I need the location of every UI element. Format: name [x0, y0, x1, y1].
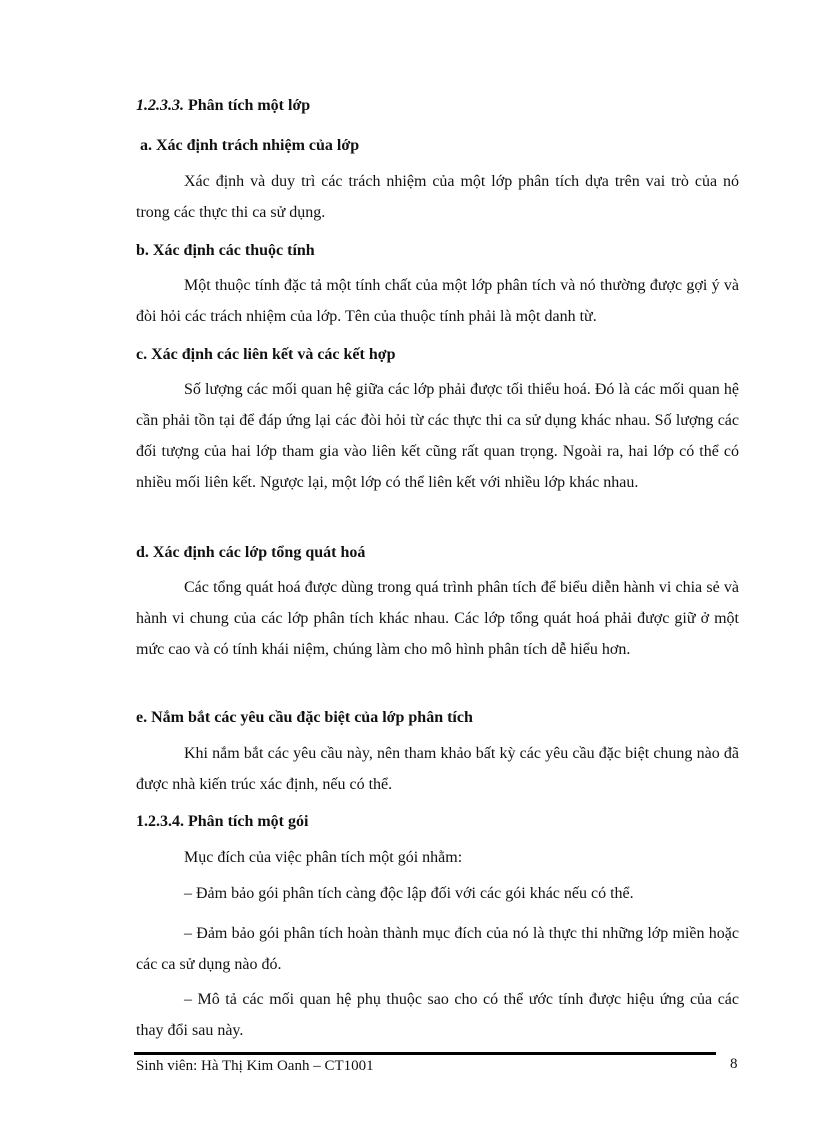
section-number: 1.2.3.3. — [136, 97, 184, 114]
list-item-1: – Đảm bảo gói phân tích càng độc lập đối với các gói khác nếu có thể. — [184, 885, 634, 902]
paragraph-a: Xác định và duy trì các trách nhiệm của một lớp phân tích dựa trên vai trò của nó trong các thực thi ca sử dụng. — [136, 173, 739, 221]
subheading-d: d. Xác định các lớp tổng quát hoá — [136, 544, 366, 561]
section-heading-1-2-3-4: 1.2.3.4. Phân tích một gói — [136, 813, 309, 830]
paragraph-d: Các tổng quát hoá được dùng trong quá trình phân tích để biểu diễn hành vi chia sẻ và hành vi chung của các lớp phân tích khác nhau. Các lớp tổng quát hoá phải được giữ ở một mức cao và có tính khái niệm, chúng làm cho mô hình phân tích dễ hiểu hơn. — [136, 579, 739, 658]
subheading-c: c. Xác định các liên kết và các kết hợp — [136, 346, 396, 363]
paragraph-c: Số lượng các mối quan hệ giữa các lớp phải được tối thiểu hoá. Đó là các mối quan hệ cần phải tồn tại để đáp ứng lại các đòi hỏi từ các thực thi ca sử dụng khác nhau. Số lượng các đối tượng của hai lớp tham gia vào liên kết cũng rất quan trọng. Ngoài ra, hai lớp có thể có nhiều mối liên kết. Ngược lại, một lớp có thể liên kết với nhiều lớp khác nhau. — [136, 381, 739, 491]
subheading-e: e. Nắm bắt các yêu cầu đặc biệt của lớp phân tích — [136, 709, 473, 726]
footer-student: Sinh viên: Hà Thị Kim Oanh – CT1001 — [136, 1058, 374, 1074]
section-heading-1-2-3-3 — [136, 96, 310, 116]
subheading-a: a. Xác định trách nhiệm của lớp — [140, 137, 360, 154]
paragraph-b: Một thuộc tính đặc tả một tính chất của một lớp phân tích và nó thường được gợi ý và đòi hỏi các trách nhiệm của lớp. Tên của thuộc tính phải là một danh từ. — [136, 277, 739, 325]
paragraph-intro: Mục đích của việc phân tích một gói nhằm: — [184, 849, 463, 866]
section-title: Phân tích một lớp — [184, 97, 311, 114]
list-item-3: – Mô tả các mối quan hệ phụ thuộc sao cho có thể ước tính được hiệu ứng của các thay đổi sau này. — [136, 991, 739, 1039]
subheading-b: b. Xác định các thuộc tính — [136, 242, 315, 259]
footer-divider — [134, 1052, 716, 1055]
list-item-2: – Đảm bảo gói phân tích hoàn thành mục đích của nó là thực thi những lớp miền hoặc các ca sử dụng nào đó. — [136, 925, 739, 973]
paragraph-e: Khi nắm bắt các yêu cầu này, nên tham khảo bất kỳ các yêu cầu đặc biệt chung nào đã được nhà kiến trúc xác định, nếu có thể. — [136, 745, 739, 793]
page-number: 8 — [730, 1056, 738, 1072]
